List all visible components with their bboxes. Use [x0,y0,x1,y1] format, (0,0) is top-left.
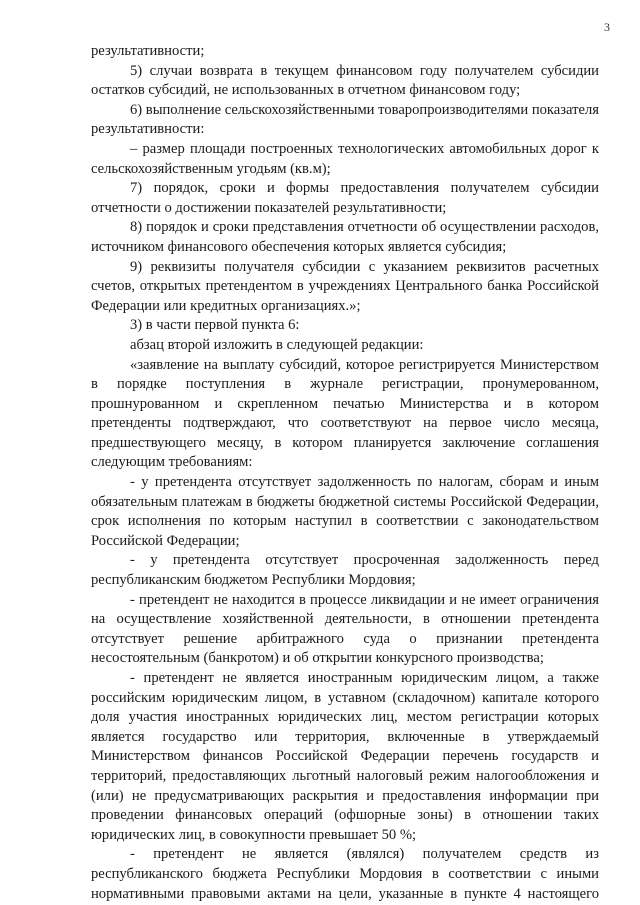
paragraph: 7) порядок, сроки и формы предоставления получателем субсидии отчетности о достижении показателей результативности; [91,180,599,216]
page-number: 3 [604,20,610,34]
paragraph: абзац второй изложить в следующей редакции: [130,336,424,353]
paragraph: - у претендента отсутствует просроченная задолженность перед республиканским бюджетом Республики Мордовия; [91,552,599,589]
paragraph: 6) выполнение сельскохозяйственными товаропроизводителями показателя результативности: [91,101,599,138]
paragraph: - претендент не является иностранным юридическим лицом, а также российским юридическим лицом, в уставном (складочном) капитале которого доля участия иностранных юридических лиц, местом регистрации которых является государство или территория, включенные в утверждаемый Министерством финансов Российской Федерации перечень государств и территорий, предоставляющих льготный налоговый режим налогообложения и (или) не предусматривающих раскрытия и предоставления информации при проведении финансовых операций (офшорные зоны) в отношении таких юридических лиц, в совокупности превышает 50 %; [91,670,599,843]
paragraph: - претендент не находится в процессе ликвидации и не имеет ограничения на осуществление хозяйственной деятельности, в отношении претендента отсутствует решение арбитражного суда о признании претендента несостоятельным (банкротом) и об открытии конкурсного производства; [91,591,599,667]
paragraph: - у претендента отсутствует задолженность по налогам, сборам и иным обязательным платежам в бюджеты бюджетной системы Российской Федерации, срок исполнения по которым наступил в соответствии с законодательством Российской Федерации; [91,474,599,549]
document-body [91,42,599,904]
paragraph: 9) реквизиты получателя субсидии с указанием реквизитов расчетных счетов, открытых претендентом в учреждениях Центрального банка Российской Федерации или кредитных организациях.»; [91,258,599,314]
paragraph: 3) в части первой пункта 6: [130,317,300,334]
paragraph: 8) порядок и сроки представления отчетности об осуществлении расходов, источником финансового обеспечения которых является субсидия; [91,219,599,255]
paragraph: результативности; [91,43,205,59]
paragraph: «заявление на выплату субсидий, которое регистрируется Министерством в порядке поступления в журнале регистрации, пронумерованном, прошнурованном и скрепленном печатью Министерства и в котором претенденты подтверждают, что соответствуют на первое число месяца, предшествующего месяцу, в котором планируется заключение соглашения следующим требованиям: [91,356,599,471]
paragraph: – размер площади построенных технологических автомобильных дорог к сельскохозяйственным угодьям (кв.м); [91,140,599,177]
paragraph: - претендент не является (являлся) получателем средств из республиканского бюджета Республики Мордовия в соответствии с иными нормативными правовыми актами на цели, указанные в пункте 4 настоящего [91,846,599,902]
paragraph: 5) случаи возврата в текущем финансовом году получателем субсидии остатков субсидий, не использованных в отчетном финансовом году; [91,62,599,99]
